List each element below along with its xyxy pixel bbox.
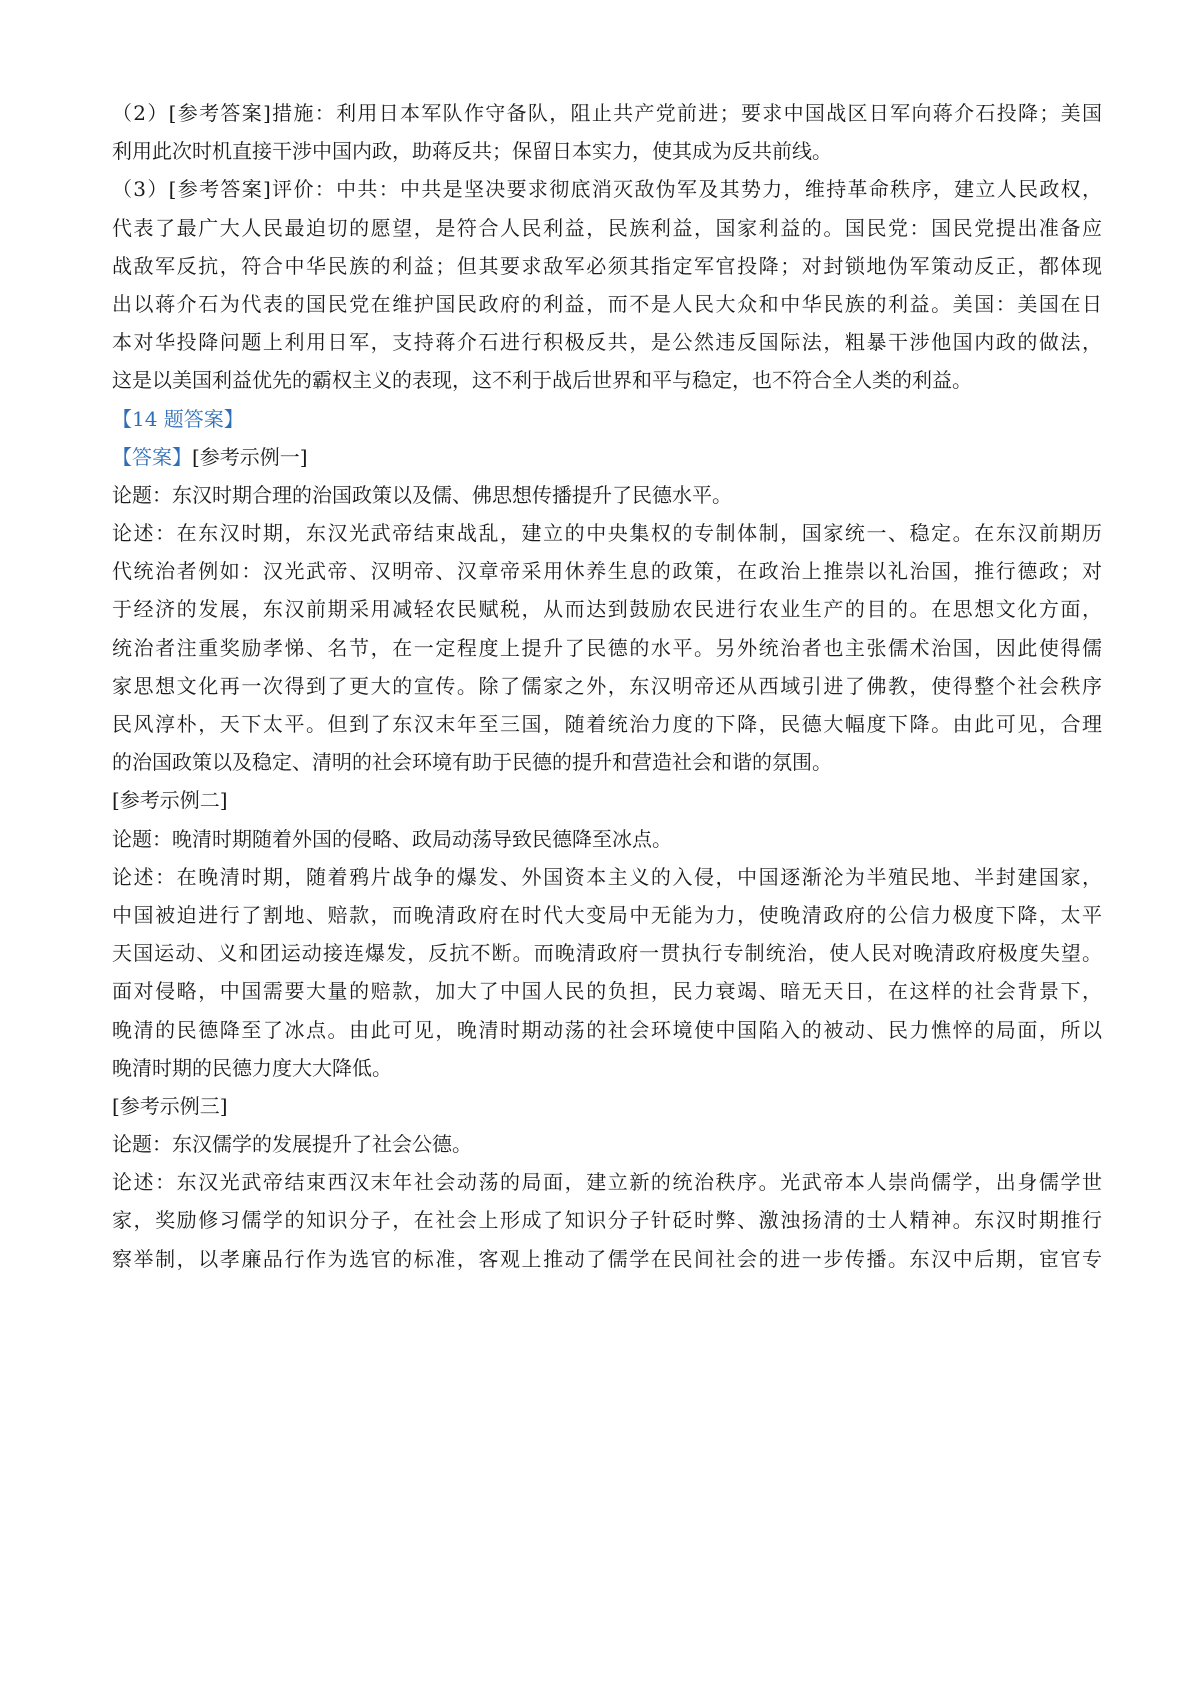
example-3-argument-line-2: 家，奖励修习儒学的知识分子，在社会上形成了知识分子针砭时弊、激浊扬清的士人精神。东汉时期推行 [112,1208,1102,1233]
example-2-argument-line-3: 天国运动、义和团运动接连爆发，反抗不断。而晚清政府一贯执行专制统治，使人民对晚清政府极度失望。 [112,941,1102,966]
example-3-argument-line-3: 察举制，以孝廉品行作为选官的标准，客观上推动了儒学在民间社会的进一步传播。东汉中后期，宦官专 [112,1246,1102,1271]
example-2-argument-line-1: 论述：在晚清时期，随着鸦片战争的爆发、外国资本主义的入侵，中国逐渐沦为半殖民地、半封建国家， [112,864,1102,889]
answer-2-line-1: （2）[参考答案]措施：利用日本军队作守备队，阻止共产党前进；要求中国战区日军向蒋介石投降；美国 [112,101,1102,125]
example-3-thesis: 论题：东汉儒学的发展提升了社会公德。 [112,1132,472,1157]
answer-3-line-5: 本对华投降问题上利用日军，支持蒋介石进行积极反共，是公然违反国际法，粗暴干涉他国内政的做法， [112,330,1102,355]
answer-3-line-2: 代表了最广大人民最迫切的愿望，是符合人民利益，民族利益，国家利益的。国民党：国民党提出准备应 [112,215,1102,240]
example-2-thesis: 论题：晚清时期随着外国的侵略、政局动荡导致民德降至冰点。 [112,826,672,851]
answer-2-line-2: 利用此次时机直接干涉中国内政，助蒋反共；保留日本实力，使其成为反共前线。 [112,139,832,164]
question-14-heading [112,400,1102,438]
example-2-argument-line-5: 晚清的民德降至了冰点。由此可见，晚清时期动荡的社会环境使中国陷入的被动、民力憔悴的局面，所以 [112,1017,1102,1042]
example-2-title: [参考示例二] [112,788,228,813]
answer-label: 【答案】 [112,444,192,469]
example-2-argument-line-2: 中国被迫进行了割地、赔款，而晚清政府在时代大变局中无能为力，使晚清政府的公信力极度下降，太平 [112,902,1102,927]
example-1-argument-line-1: 论述：在东汉时期，东汉光武帝结束战乱，建立的中央集权的专制体制，国家统一、稳定。在东汉前期历 [112,521,1102,546]
example-1-thesis: 论题：东汉时期合理的治国政策以及儒、佛思想传播提升了民德水平。 [112,482,732,507]
example-1-argument-line-5: 家思想文化再一次得到了更大的宣传。除了儒家之外，东汉明帝还从西域引进了佛教，使得整个社会秩序 [112,673,1102,698]
document-page [112,94,1102,1278]
answer-3-line-6: 这是以美国利益优先的霸权主义的表现，这不利于战后世界和平与稳定，也不符合全人类的利益。 [112,368,972,393]
example-1-argument-line-7: 的治国政策以及稳定、清明的社会环境有助于民德的提升和营造社会和谐的氛围。 [112,750,832,775]
answer-3-line-3: 战敌军反抗，符合中华民族的利益；但其要求敌军必须其指定军官投降；对封锁地伪军策动反正，都体现 [112,253,1102,278]
example-1-argument-line-2: 代统治者例如：汉光武帝、汉明帝、汉章帝采用休养生息的政策，在政治上推崇以礼治国，推行德政；对 [112,559,1102,584]
example-2-argument-line-6: 晚清时期的民德力度大大降低。 [112,1055,392,1080]
example-2-argument-line-4: 面对侵略，中国需要大量的赔款，加大了中国人民的负担，民力衰竭、暗无天日，在这样的社会背景下， [112,979,1102,1004]
example-1-title: [参考示例一] [192,444,308,469]
example-3-argument-line-1: 论述：东汉光武帝结束西汉末年社会动荡的局面，建立新的统治秩序。光武帝本人崇尚儒学，出身儒学世 [112,1170,1102,1195]
example-3-title: [参考示例三] [112,1093,228,1118]
question-14-label: 【14 题答案】 [112,406,244,431]
answer-3-line-1: （3）[参考答案]评价：中共：中共是坚决要求彻底消灭敌伪军及其势力，维持革命秩序，建立人民政权， [112,177,1102,202]
example-1-argument-line-6: 民风淳朴，天下太平。但到了东汉末年至三国，随着统治力度的下降，民德大幅度下降。由此可见，合理 [112,712,1102,736]
answer-3-line-4: 出以蒋介石为代表的国民党在维护国民政府的利益，而不是人民大众和中华民族的利益。美国：美国在日 [112,291,1102,316]
example-1-argument-line-4: 统治者注重奖励孝悌、名节，在一定程度上提升了民德的水平。另外统治者也主张儒术治国，因此使得儒 [112,635,1102,660]
answer-heading [112,438,1102,476]
example-1-argument-line-3: 于经济的发展，东汉前期采用减轻农民赋税，从而达到鼓励农民进行农业生产的目的。在思想文化方面， [112,597,1102,622]
